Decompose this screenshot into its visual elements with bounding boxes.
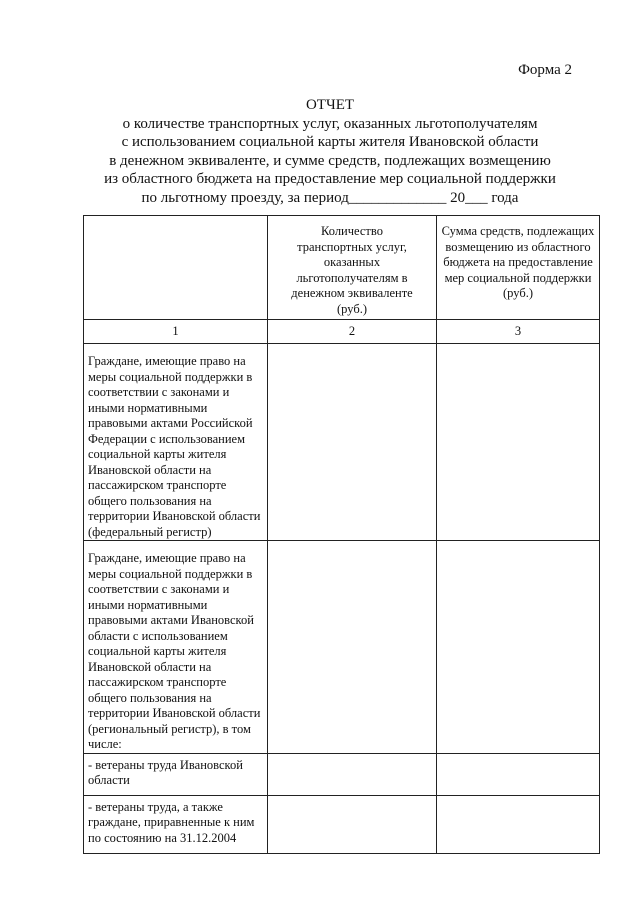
services-value-cell <box>268 344 437 541</box>
title-line-period: по льготному проезду, за период_____________ 20___ года <box>141 189 519 206</box>
column-number: 1 <box>84 320 268 344</box>
column-number: 2 <box>268 320 437 344</box>
table-row <box>84 795 600 853</box>
report-heading: ОТЧЕТ <box>305 97 355 113</box>
title-line: с использованием социальной карты жителя Ивановской области <box>121 134 539 150</box>
column-number-row <box>84 320 600 344</box>
row-label-cell <box>84 541 268 754</box>
title-line: из областного бюджета на предоставление мер социальной поддержки <box>104 171 556 187</box>
title-line: о количестве транспортных услуг, оказанных льготополучателям <box>122 115 538 132</box>
row-label-labor-veterans-equivalent: - ветераны труда, а также граждане, приравненные к ним по состоянию на 31.12.2004 <box>88 799 255 845</box>
table-row <box>84 753 600 795</box>
row-label-regional-register: Граждане, имеющие право на меры социальной поддержки в соответствии с законами и иными нормативными правовыми актами Ивановской области с использованием социальной карты жителя Ивановской области на пассажирском транспорте общего пользования на территории Ивановской области (региональный регистр), в том числе: <box>88 551 261 751</box>
header-services-text: Количество транспортных услуг, оказанных льготополучателям в денежном эквиваленте (руб.) <box>291 224 413 316</box>
header-cell-empty <box>84 216 268 320</box>
row-label-cell <box>84 795 268 853</box>
row-label-cell <box>84 344 268 541</box>
row-label-federal-register: Граждане, имеющие право на меры социальной поддержки в соответствии с законами и иными нормативными правовыми актами Российской Федерации с использованием социальной карты жителя Ивановской области на пассажирском транспорте общего пользования на территории Ивановской области (федеральный регистр) <box>88 354 261 539</box>
reimbursement-value-cell <box>437 753 600 795</box>
table-row <box>84 541 600 754</box>
table-header-row <box>84 216 600 320</box>
title-line: в денежном эквиваленте, и сумме средств, подлежащих возмещению <box>109 152 551 169</box>
row-label-cell <box>84 753 268 795</box>
form-number-label: Форма 2 <box>518 62 572 78</box>
column-number: 3 <box>437 320 600 344</box>
header-reimbursement-text: Сумма средств, подлежащих возмещению из областного бюджета на предоставление мер социальной поддержки (руб.) <box>441 224 595 300</box>
services-value-cell <box>268 795 437 853</box>
services-value-cell <box>268 753 437 795</box>
row-label-ivanovo-labor-veterans: - ветераны труда Ивановской области <box>88 757 243 787</box>
report-table <box>83 215 600 854</box>
reimbursement-value-cell <box>437 344 600 541</box>
report-title-block <box>60 96 600 207</box>
header-cell-services-count <box>268 216 437 320</box>
reimbursement-value-cell <box>437 795 600 853</box>
table-row <box>84 344 600 541</box>
header-cell-reimbursement-sum <box>437 216 600 320</box>
reimbursement-value-cell <box>437 541 600 754</box>
services-value-cell <box>268 541 437 754</box>
